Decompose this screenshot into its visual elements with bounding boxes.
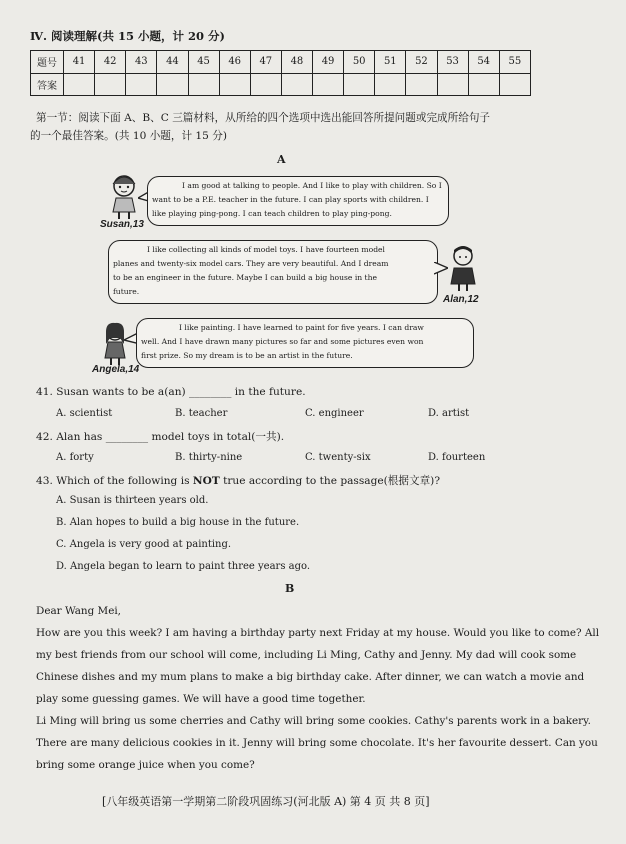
question-43-stem xyxy=(36,473,440,488)
letter-line: play some guessing games. We will have a good time together. xyxy=(36,693,366,705)
angela-speech-bubble xyxy=(136,318,474,368)
letter-line: How are you this week? I am having a birthday party next Friday at my house. Would you like to come? All xyxy=(36,627,600,639)
answer-table xyxy=(30,50,531,96)
alan-speech-bubble xyxy=(108,240,438,304)
answer-table-row1-label: 题号 xyxy=(31,51,64,74)
answer-table-number: 48 xyxy=(281,51,312,74)
question-42-option-d[interactable]: D. fourteen xyxy=(428,452,486,463)
question-41-option-c[interactable]: C. engineer xyxy=(305,408,364,419)
question-42-stem: 42. Alan has ________ model toys in total(一共). xyxy=(36,431,285,443)
answer-cell[interactable] xyxy=(468,73,499,96)
bubble-line: I like painting. I have learned to paint for five years. I can draw xyxy=(179,323,424,332)
question-42-option-c[interactable]: C. twenty-six xyxy=(305,452,371,463)
susan-speech-bubble xyxy=(147,176,449,226)
question-43-stem-not: NOT xyxy=(192,475,220,487)
answer-table-number: 43 xyxy=(126,51,157,74)
answer-table-number-row xyxy=(31,51,531,74)
susan-name: Susan,13 xyxy=(100,219,144,230)
answer-cell[interactable] xyxy=(157,73,188,96)
letter-line: Li Ming will bring us some cherries and Cathy will bring some cookies. Cathy's parents work in a bakery. xyxy=(36,715,591,727)
letter-line: There are many delicious cookies in it. Jenny will bring some chocolate. It's her favourite dessert. Can you xyxy=(36,737,598,749)
answer-table-number: 55 xyxy=(499,51,530,74)
question-41-stem: 41. Susan wants to be a(an) ________ in the future. xyxy=(36,386,306,398)
answer-table-number: 46 xyxy=(219,51,250,74)
answer-table-number: 54 xyxy=(468,51,499,74)
answer-cell[interactable] xyxy=(95,73,126,96)
answer-table-number: 52 xyxy=(406,51,437,74)
instructions-line-2: 的一个最佳答案。(共 10 小题，计 15 分) xyxy=(30,130,228,142)
answer-table-answer-row xyxy=(31,73,531,96)
bubble-line: to be an engineer in the future. Maybe I can build a big house in the xyxy=(113,273,377,282)
question-42-option-a[interactable]: A. forty xyxy=(56,452,94,463)
passage-a-letter: A xyxy=(277,153,286,166)
bubble-line: planes and twenty-six model cars. They are very beautiful. And I dream xyxy=(113,259,389,268)
question-42-option-b[interactable]: B. thirty-nine xyxy=(175,452,243,463)
answer-cell[interactable] xyxy=(375,73,406,96)
alan-name: Alan,12 xyxy=(443,294,479,305)
question-41-option-b[interactable]: B. teacher xyxy=(175,408,228,419)
question-41-option-d[interactable]: D. artist xyxy=(428,408,470,419)
answer-cell[interactable] xyxy=(344,73,375,96)
answer-table-number: 51 xyxy=(375,51,406,74)
section-title: Ⅳ. 阅读理解(共 15 小题，计 20 分) xyxy=(30,29,225,43)
bubble-line: future. xyxy=(113,287,140,296)
letter-line: my best friends from our school will come, including Li Ming, Cathy and Jenny. My dad will cook some xyxy=(36,649,577,661)
answer-cell[interactable] xyxy=(126,73,157,96)
answer-table-number: 42 xyxy=(95,51,126,74)
answer-cell[interactable] xyxy=(64,73,95,96)
question-43-option-b[interactable]: B. Alan hopes to build a big house in the future. xyxy=(56,517,300,528)
letter-salutation: Dear Wang Mei, xyxy=(36,605,121,617)
answer-table-number: 41 xyxy=(64,51,95,74)
answer-cell[interactable] xyxy=(406,73,437,96)
bubble-line: first prize. So my dream is to be an artist in the future. xyxy=(141,351,353,360)
angela-name: Angela,14 xyxy=(92,364,140,375)
alan-boy-icon xyxy=(446,244,480,292)
bubble-line: I am good at talking to people. And I like to play with children. So I xyxy=(182,181,442,190)
passage-b-letter: B xyxy=(285,582,295,595)
answer-cell[interactable] xyxy=(313,73,344,96)
answer-table-number: 47 xyxy=(250,51,281,74)
bubble-line: I like collecting all kinds of model toys. I have fourteen model xyxy=(147,245,385,254)
answer-table-row2-label: 答案 xyxy=(31,73,64,96)
answer-cell[interactable] xyxy=(188,73,219,96)
instructions-line-1: 第一节：阅读下面 A、B、C 三篇材料，从所给的四个选项中选出能回答所提问题或完成所给句子 xyxy=(36,112,491,124)
answer-table-number: 50 xyxy=(344,51,375,74)
answer-cell[interactable] xyxy=(219,73,250,96)
answer-cell[interactable] xyxy=(437,73,468,96)
question-41-option-a[interactable]: A. scientist xyxy=(56,408,113,419)
question-43-option-d[interactable]: D. Angela began to learn to paint three years ago. xyxy=(56,561,311,572)
letter-line: bring some orange juice when you come? xyxy=(36,759,255,771)
bubble-line: want to be a P.E. teacher in the future. I can play sports with children. I xyxy=(152,195,429,204)
answer-table-number: 44 xyxy=(157,51,188,74)
answer-cell[interactable] xyxy=(499,73,530,96)
question-43-option-a[interactable]: A. Susan is thirteen years old. xyxy=(56,495,209,506)
letter-line: Chinese dishes and my mum plans to make a big birthday cake. After dinner, we can watch a movie and xyxy=(36,671,585,683)
bubble-line: well. And I have drawn many pictures so far and some pictures even won xyxy=(141,337,424,346)
answer-table-number: 53 xyxy=(437,51,468,74)
question-43-option-c[interactable]: C. Angela is very good at painting. xyxy=(56,539,232,550)
answer-table-number: 45 xyxy=(188,51,219,74)
page-footer: [八年级英语第一学期第二阶段巩固练习(河北版 A) 第 4 页 共 8 页] xyxy=(102,795,430,808)
answer-cell[interactable] xyxy=(250,73,281,96)
question-43-stem-suffix: true according to the passage(根据文章)? xyxy=(219,475,440,487)
question-43-stem-prefix: 43. Which of the following is xyxy=(36,475,193,487)
answer-table-number: 49 xyxy=(313,51,344,74)
answer-cell[interactable] xyxy=(281,73,312,96)
bubble-line: like playing ping-pong. I can teach children to play ping-pong. xyxy=(152,209,392,218)
